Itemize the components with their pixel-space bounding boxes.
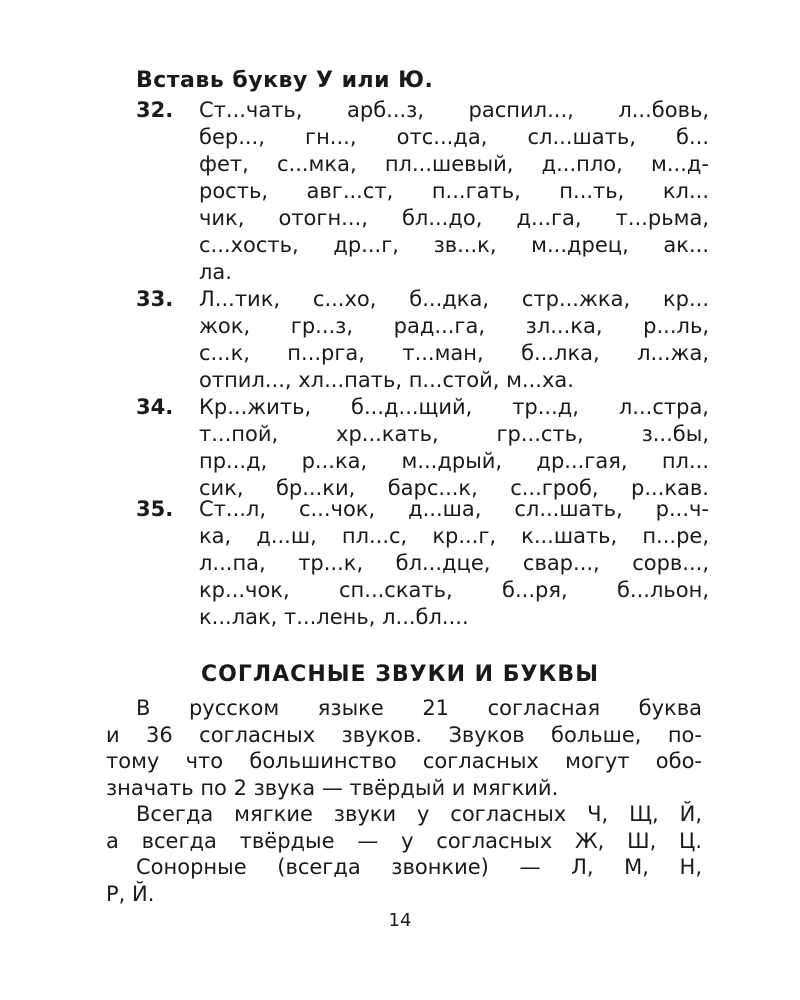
exercise-number: 35.: [136, 497, 174, 521]
exercise-number: 34.: [136, 395, 174, 419]
exercise-line: пр...д, р...ка, м...дрый, др...гая, пл...: [199, 449, 709, 473]
exercise-line: Кр...жить, б...д...щий, тр...д, л...стра,: [199, 395, 709, 419]
exercise-line: рость, авг...ст, п...гать, п...ть, кл...: [199, 179, 709, 203]
rule-line: а всегда твёрдые — у согласных Ж, Ш, Ц.: [106, 828, 702, 853]
exercise-line: Ст...л, с...чок, д...ша, сл...шать, р...ч-: [199, 497, 709, 521]
rule-line: В русском языке 21 согласная буква: [136, 696, 702, 720]
rule-line: значать по 2 звука — твёрдый и мягкий.: [106, 775, 559, 800]
rule-paragraph: [106, 695, 702, 907]
exercise-line: сик, бр...ки, барс...к, с...гроб, р...кав.: [199, 476, 709, 500]
exercise-number: 32.: [136, 98, 174, 122]
exercise-line: чик, отогн..., бл...до, д...га, т...рьма,: [199, 206, 709, 230]
section-title: СОГЛАСНЫЕ ЗВУКИ И БУКВЫ: [201, 662, 599, 687]
exercise-line: бер..., гн..., отс...да, сл...шать, б...: [199, 125, 709, 149]
exercise-line: к...лак, т...лень, л...бл....: [199, 605, 469, 629]
exercise-line: ла.: [199, 260, 232, 284]
exercise-line: с...к, п...рга, т...ман, б...лка, л...жа,: [199, 341, 709, 365]
rule-line: Всегда мягкие звуки у согласных Ч, Щ, Й,: [136, 802, 702, 826]
exercise-line: т...пой, хр...кать, гр...сть, з...бы,: [199, 422, 709, 446]
rule-line: тому что большинство согласных могут обо-: [106, 749, 702, 773]
exercise-line: кр...чок, сп...скать, б...ря, б...льон,: [199, 578, 709, 602]
rule-line: Сонорные (всегда звонкие) — Л, М, Н,: [136, 855, 702, 879]
rule-line: Р, Й.: [106, 881, 155, 906]
exercise-number: 33.: [136, 287, 174, 311]
exercise-line: л...па, тр...к, бл...дце, свар..., сорв...,: [199, 551, 709, 575]
exercise-instruction: Вставь букву У или Ю.: [136, 68, 434, 93]
rule-line: и 36 согласных звуков. Звуков больше, по-: [106, 722, 702, 747]
exercise-line: Л...тик, с...хо, б...дка, стр...жка, кр...: [199, 287, 709, 311]
exercise-line: отпил..., хл...пать, п...стой, м...ха.: [199, 368, 574, 392]
exercise-line: фет, с...мка, пл...шевый, д...пло, м...д-: [199, 152, 709, 176]
exercise-line: с...хость, др...г, зв...к, м...дрец, ак...: [199, 233, 709, 257]
exercise-line: ка, д...ш, пл...с, кр...г, к...шать, п...ре,: [199, 524, 709, 548]
page-number: 14: [388, 910, 412, 931]
exercise-line: Ст...чать, арб...з, распил..., л...бовь,: [199, 98, 709, 122]
exercise-line: жок, гр...з, рад...га, зл...ка, р...ль,: [199, 314, 709, 338]
